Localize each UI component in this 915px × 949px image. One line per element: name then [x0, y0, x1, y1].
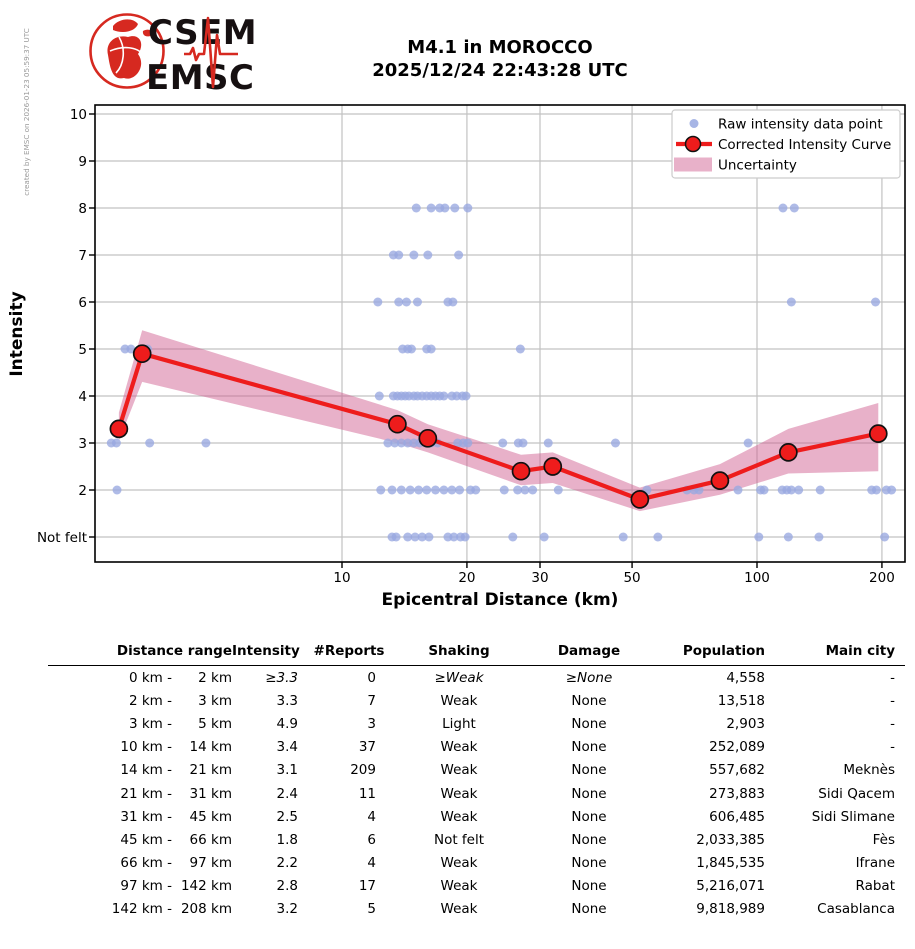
- raw-point: [454, 251, 463, 260]
- raw-point: [397, 486, 406, 495]
- intensity-cell: 3.3: [276, 692, 298, 709]
- raw-point: [471, 486, 480, 495]
- reports-cell: 11: [358, 785, 376, 802]
- raw-point: [520, 486, 529, 495]
- x-tick-label: 200: [869, 570, 895, 586]
- distance-range-cell: [48, 782, 232, 805]
- raw-point: [508, 533, 517, 542]
- range-to: 208 km: [180, 901, 232, 918]
- y-tick-label: 9: [78, 153, 87, 170]
- reports-cell: 17: [358, 878, 376, 895]
- raw-point: [871, 298, 880, 307]
- corrected-curve-marker: [110, 420, 127, 437]
- intensity-cell: ≥3.3: [265, 669, 298, 686]
- raw-point: [872, 486, 881, 495]
- raw-point: [790, 204, 799, 213]
- intensity-cell: 4.9: [276, 715, 298, 732]
- raw-point: [448, 298, 457, 307]
- damage-cell: None: [571, 785, 607, 802]
- y-tick-label: 7: [78, 247, 87, 264]
- raw-point: [394, 251, 403, 260]
- table-row: [48, 852, 905, 875]
- raw-point: [447, 486, 456, 495]
- raw-point: [744, 439, 753, 448]
- population-cell: 13,518: [717, 692, 765, 709]
- corrected-curve-marker: [544, 458, 561, 475]
- reports-cell: 37: [358, 739, 376, 756]
- raw-point: [463, 439, 472, 448]
- population-cell: 273,883: [709, 785, 765, 802]
- col-header-main-city: Main city: [769, 639, 905, 666]
- distance-range-cell: [48, 875, 232, 898]
- table-row: [48, 759, 905, 782]
- damage-cell: None: [571, 692, 607, 709]
- y-tick-label: 10: [69, 106, 87, 123]
- raw-point: [375, 392, 384, 401]
- raw-point: [394, 298, 403, 307]
- distance-range-cell: [48, 712, 232, 735]
- raw-point: [409, 251, 418, 260]
- table-row: [48, 805, 905, 828]
- intensity-table-body: [48, 666, 905, 922]
- raw-point: [816, 486, 825, 495]
- population-cell: 557,682: [709, 762, 765, 779]
- y-axis-label: Intensity: [7, 291, 27, 377]
- raw-point: [423, 251, 432, 260]
- reports-cell: 209: [350, 762, 376, 779]
- shaking-cell: Light: [442, 715, 476, 732]
- raw-point: [201, 439, 210, 448]
- main-city-cell: Rabat: [855, 878, 895, 895]
- distance-range-cell: [48, 898, 232, 921]
- raw-point: [402, 298, 411, 307]
- main-city-cell: Fès: [872, 831, 895, 848]
- intensity-cell: 3.2: [276, 901, 298, 918]
- shaking-cell: Weak: [440, 785, 478, 802]
- raw-point: [544, 439, 553, 448]
- logo-text-top: CSEM: [148, 13, 258, 53]
- range-to: 66 km: [189, 831, 232, 848]
- range-from: 10 km -: [120, 739, 172, 756]
- intensity-table: [48, 639, 905, 921]
- main-city-cell: -: [890, 739, 895, 756]
- title-line2: 2025/12/24 22:43:28 UTC: [372, 60, 628, 81]
- damage-cell: None: [571, 715, 607, 732]
- intensity-cell: 2.8: [276, 878, 298, 895]
- legend-curve-marker: [686, 137, 701, 152]
- table-row: [48, 689, 905, 712]
- raw-point: [406, 486, 415, 495]
- distance-range-cell: [48, 666, 232, 690]
- y-tick-label: 6: [78, 294, 87, 311]
- range-from: 0 km -: [128, 669, 172, 686]
- x-tick-label: 50: [623, 570, 641, 586]
- reports-cell: 6: [367, 831, 376, 848]
- raw-point: [439, 486, 448, 495]
- range-to: 5 km: [198, 715, 232, 732]
- range-from: 66 km -: [120, 855, 172, 872]
- raw-point: [784, 533, 793, 542]
- corrected-curve-marker: [870, 425, 887, 442]
- raw-point: [145, 439, 154, 448]
- range-from: 21 km -: [120, 785, 172, 802]
- table-row: [48, 712, 905, 735]
- intensity-cell: 3.1: [276, 762, 298, 779]
- range-to: 142 km: [180, 878, 232, 895]
- population-cell: 1,845,535: [696, 855, 765, 872]
- damage-cell: None: [571, 855, 607, 872]
- damage-cell: None: [571, 901, 607, 918]
- range-from: 45 km -: [120, 831, 172, 848]
- range-from: 2 km -: [128, 692, 172, 709]
- legend-label: Raw intensity data point: [718, 116, 883, 133]
- raw-point: [427, 204, 436, 213]
- damage-cell: None: [571, 808, 607, 825]
- range-from: 142 km -: [111, 901, 172, 918]
- corrected-curve-marker: [389, 416, 406, 433]
- distance-range-cell: [48, 689, 232, 712]
- reports-cell: 7: [367, 692, 376, 709]
- raw-point: [778, 204, 787, 213]
- x-tick-label: 20: [458, 570, 476, 586]
- y-tick-label: 2: [78, 482, 87, 499]
- damage-cell: ≥None: [565, 669, 613, 686]
- corrected-curve-marker: [631, 491, 648, 508]
- shaking-cell: Weak: [440, 808, 478, 825]
- y-tick-label: Not felt: [36, 529, 87, 546]
- col-header-intensity: Intensity: [232, 639, 304, 666]
- x-axis-label: Epicentral Distance (km): [381, 590, 619, 610]
- uncertainty-band: [119, 330, 878, 511]
- raw-point: [461, 533, 470, 542]
- col-header-population: Population: [654, 639, 769, 666]
- range-to: 45 km: [189, 808, 232, 825]
- raw-point: [500, 486, 509, 495]
- raw-point: [424, 533, 433, 542]
- legend-uncertainty-patch: [674, 158, 712, 172]
- shaking-cell: Weak: [440, 855, 478, 872]
- intensity-cell: 2.2: [276, 855, 298, 872]
- raw-point: [439, 392, 448, 401]
- logo-text-bottom: EMSC: [146, 58, 255, 98]
- raw-point: [407, 345, 416, 354]
- raw-point: [498, 439, 507, 448]
- main-city-cell: Meknès: [843, 762, 895, 779]
- raw-point: [760, 486, 769, 495]
- raw-point: [373, 298, 382, 307]
- y-tick-label: 8: [78, 200, 87, 217]
- legend-raw-point-marker: [690, 119, 699, 128]
- raw-point: [450, 204, 459, 213]
- table-row: [48, 736, 905, 759]
- raw-point: [754, 533, 763, 542]
- raw-point: [455, 486, 464, 495]
- col-header-damage: Damage: [524, 639, 654, 666]
- population-cell: 2,903: [726, 715, 765, 732]
- raw-point: [540, 533, 549, 542]
- raw-point: [376, 486, 385, 495]
- raw-point: [463, 204, 472, 213]
- legend-label: Corrected Intensity Curve: [718, 136, 892, 153]
- shaking-cell: Weak: [440, 762, 478, 779]
- range-from: 97 km -: [120, 878, 172, 895]
- raw-point: [794, 486, 803, 495]
- raw-point: [392, 533, 401, 542]
- main-city-cell: -: [890, 692, 895, 709]
- title-line1: M4.1 in MOROCCO: [407, 37, 593, 58]
- damage-cell: None: [571, 739, 607, 756]
- shaking-cell: Weak: [440, 878, 478, 895]
- population-cell: 5,216,071: [696, 878, 765, 895]
- raw-point: [619, 533, 628, 542]
- corrected-curve-marker: [134, 345, 151, 362]
- population-cell: 9,818,989: [696, 901, 765, 918]
- intensity-cell: 2.4: [276, 785, 298, 802]
- created-by-watermark: created by EMSC on 2026-01-23 05:59:37 UTC: [22, 28, 31, 196]
- shaking-cell: Not felt: [433, 831, 485, 848]
- raw-point: [413, 298, 422, 307]
- shaking-cell: Weak: [440, 901, 478, 918]
- reports-cell: 3: [367, 715, 376, 732]
- raw-point: [388, 486, 397, 495]
- x-tick-label: 10: [333, 570, 351, 586]
- main-city-cell: Sidi Slimane: [811, 808, 895, 825]
- distance-range-cell: [48, 736, 232, 759]
- reports-cell: 4: [367, 808, 376, 825]
- damage-cell: None: [571, 762, 607, 779]
- distance-range-cell: [48, 852, 232, 875]
- raw-point: [412, 204, 421, 213]
- intensity-cell: 2.5: [276, 808, 298, 825]
- corrected-curve-marker: [711, 472, 728, 489]
- table-row: [48, 898, 905, 921]
- raw-point: [653, 533, 662, 542]
- main-city-cell: Casablanca: [817, 901, 895, 918]
- population-cell: 4,558: [726, 669, 765, 686]
- raw-point: [880, 533, 889, 542]
- raw-point: [734, 486, 743, 495]
- corrected-curve-marker: [419, 430, 436, 447]
- reports-cell: 0: [367, 669, 376, 686]
- reports-cell: 5: [367, 901, 376, 918]
- table-row: [48, 875, 905, 898]
- shaking-cell: Weak: [440, 692, 478, 709]
- raw-point: [440, 204, 449, 213]
- range-from: 31 km -: [120, 808, 172, 825]
- raw-point: [431, 486, 440, 495]
- raw-point: [887, 486, 896, 495]
- raw-point: [112, 439, 121, 448]
- x-tick-label: 30: [531, 570, 549, 586]
- shaking-cell: ≥Weak: [434, 669, 484, 686]
- range-to: 3 km: [198, 692, 232, 709]
- intensity-table-wrap: [48, 639, 905, 921]
- range-to: 31 km: [189, 785, 232, 802]
- population-cell: 252,089: [709, 739, 765, 756]
- raw-point: [516, 345, 525, 354]
- col-header-distance-range: Distance range: [48, 639, 232, 666]
- main-city-cell: -: [890, 715, 895, 732]
- raw-point: [414, 486, 423, 495]
- raw-point: [427, 345, 436, 354]
- table-row: [48, 782, 905, 805]
- main-city-cell: Sidi Qacem: [818, 785, 895, 802]
- intensity-table-head: [48, 639, 905, 666]
- population-cell: 2,033,385: [696, 831, 765, 848]
- range-from: 14 km -: [120, 762, 172, 779]
- raw-point: [611, 439, 620, 448]
- range-from: 3 km -: [128, 715, 172, 732]
- distance-range-cell: [48, 828, 232, 851]
- corrected-curve-marker: [780, 444, 797, 461]
- raw-point: [519, 439, 528, 448]
- raw-point: [422, 486, 431, 495]
- damage-cell: None: [571, 878, 607, 895]
- raw-point: [814, 533, 823, 542]
- range-to: 97 km: [189, 855, 232, 872]
- range-to: 2 km: [198, 669, 232, 686]
- col-header-shaking: Shaking: [394, 639, 524, 666]
- main-city-cell: -: [890, 669, 895, 686]
- range-to: 14 km: [189, 739, 232, 756]
- distance-range-cell: [48, 805, 232, 828]
- intensity-cell: 1.8: [276, 831, 298, 848]
- raw-point: [787, 298, 796, 307]
- col-header--reports: #Reports: [304, 639, 394, 666]
- y-tick-label: 3: [78, 435, 87, 452]
- raw-point: [554, 486, 563, 495]
- y-tick-label: 5: [78, 341, 87, 358]
- table-row: [48, 666, 905, 690]
- corrected-curve-marker: [513, 463, 530, 480]
- legend-label: Uncertainty: [718, 157, 797, 174]
- raw-point: [113, 486, 122, 495]
- raw-point: [528, 486, 537, 495]
- main-city-cell: Ifrane: [855, 855, 895, 872]
- damage-cell: None: [571, 831, 607, 848]
- table-row: [48, 828, 905, 851]
- y-tick-label: 4: [78, 388, 87, 405]
- range-to: 21 km: [189, 762, 232, 779]
- distance-range-cell: [48, 759, 232, 782]
- reports-cell: 4: [367, 855, 376, 872]
- population-cell: 606,485: [709, 808, 765, 825]
- shaking-cell: Weak: [440, 739, 478, 756]
- x-tick-label: 100: [744, 570, 770, 586]
- intensity-cell: 3.4: [276, 739, 298, 756]
- raw-point: [462, 392, 471, 401]
